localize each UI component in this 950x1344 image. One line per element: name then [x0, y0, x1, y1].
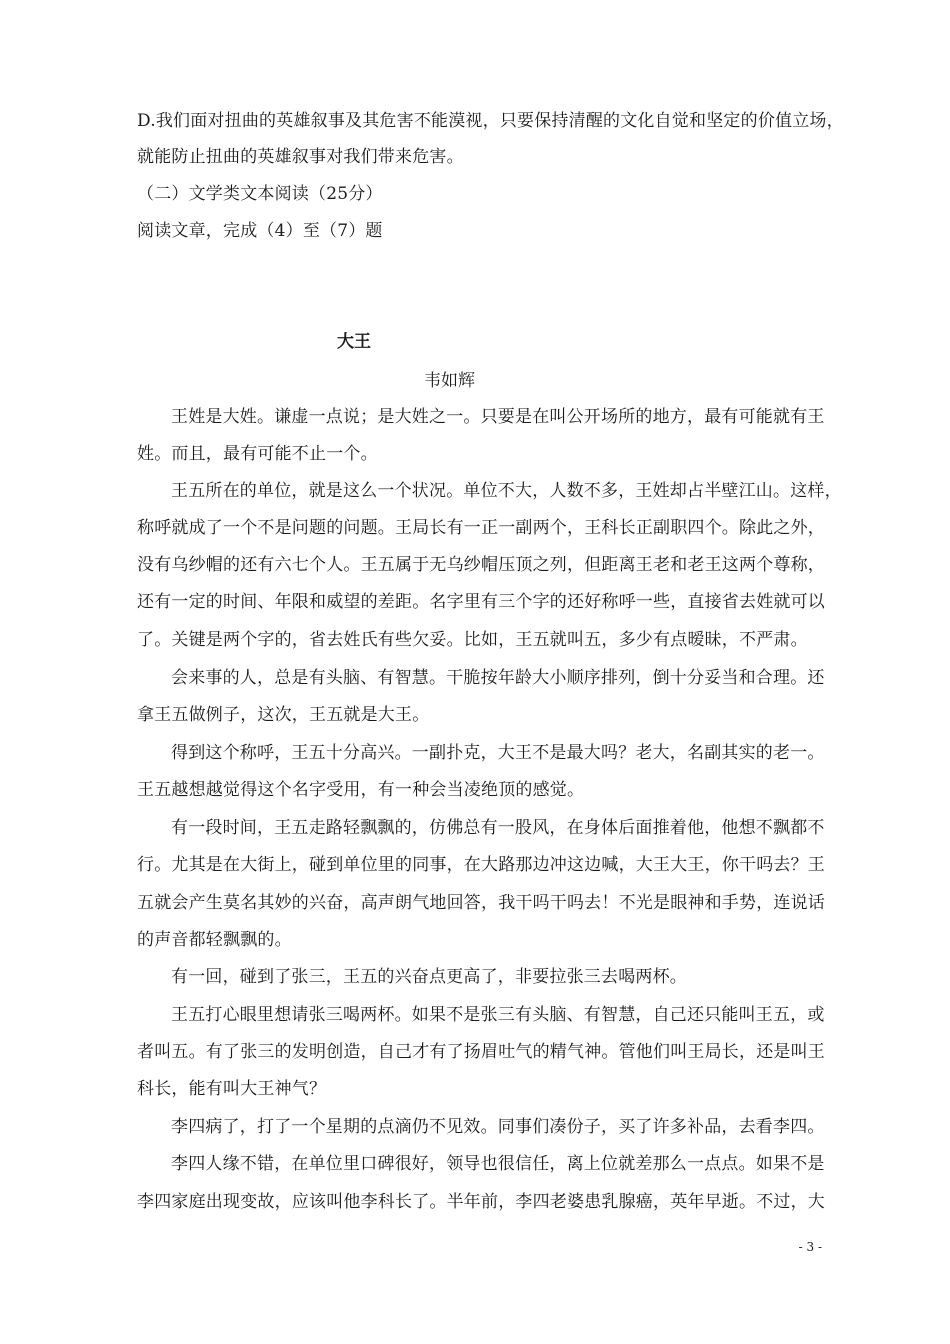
story-line: 李四病了，打了一个星期的点滴仍不见效。同事们凑份子，买了许多补品，去看李四。: [171, 1117, 825, 1137]
story-line: 称呼就成了一个不是问题的问题。王局长有一正一副两个，王科长正副职四个。除此之外，: [137, 518, 825, 538]
story-line: 了。关键是两个字的，省去姓氏有些欠妥。比如，王五就叫五，多少有点暧昧，不严肃。: [137, 630, 808, 650]
question-d-line-1: D.我们面对扭曲的英雄叙事及其危害不能漠视，只要保持清醒的文化自觉和坚定的价值立场，: [137, 111, 844, 131]
story-line: 者叫五。有了张三的发明创造，自己才有了扬眉吐气的精气神。管他们叫王局长，还是叫王: [137, 1042, 825, 1062]
story-line: 还有一定的时间、年限和威望的差距。名字里有三个字的还好称呼一些，直接省去姓就可以: [137, 592, 825, 612]
reading-instruction: 阅读文章，完成（4）至（7）题: [137, 221, 383, 241]
story-author: 韦如辉: [424, 371, 475, 391]
story-line: 的声音都轻飘飘的。: [137, 930, 292, 950]
story-line: 行。尤其是在大街上，碰到单位里的同事，在大路那边冲这边喊，大王大王，你干吗去？王: [137, 855, 825, 875]
story-line: 会来事的人，总是有头脑、有智慧。干脆按年龄大小顺序排列，倒十分妥当和合理。还: [171, 668, 825, 688]
story-line: 王五越想越觉得这个名字受用，有一种会当凌绝顶的感觉。: [137, 780, 585, 800]
story-line: 拿王五做例子，这次，王五就是大王。: [137, 705, 430, 725]
story-line: 姓。而且，最有可能不止一个。: [137, 444, 378, 464]
story-line: 得到这个称呼，王五十分高兴。一副扑克，大王不是最大吗？老大，名副其实的老一。: [171, 743, 825, 763]
story-line: 王五打心眼里想请张三喝两杯。如果不是张三有头脑、有智慧，自己还只能叫王五，或: [171, 1005, 825, 1025]
story-line: 李四人缘不错，在单位里口碑很好，领导也很信任，离上位就差那么一点点。如果不是: [171, 1154, 825, 1174]
question-d-line-2: 就能防止扭曲的英雄叙事对我们带来危害。: [137, 147, 464, 167]
story-line: 五就会产生莫名其妙的兴奋，高声朗气地回答，我干吗干吗去！不光是眼神和手势，连说话: [137, 893, 825, 913]
story-line: 科长，能有叫大王神气？: [137, 1079, 327, 1099]
story-line: 王姓是大姓。谦虚一点说；是大姓之一。只要是在叫公开场所的地方，最有可能就有王: [171, 407, 825, 427]
story-line: 有一段时间，王五走路轻飘飘的，仿佛总有一股风，在身体后面推着他，他想不飘都不: [171, 818, 825, 838]
story-title: 大王: [337, 332, 371, 352]
story-line: 没有乌纱帽的还有六七个人。王五属于无乌纱帽压顶之列，但距离王老和老王这两个尊称，: [137, 555, 825, 575]
story-line: 李四家庭出现变故，应该叫他李科长了。半年前，李四老婆患乳腺癌，英年早逝。不过，大: [137, 1192, 825, 1212]
story-line: 有一回，碰到了张三，王五的兴奋点更高了，非要拉张三去喝两杯。: [171, 967, 687, 987]
section-heading: （二）文学类文本阅读（25分）: [137, 184, 383, 204]
story-line: 王五所在的单位，就是这么一个状况。单位不大，人数不多，王姓却占半壁江山。这样，: [171, 481, 842, 501]
page-number: - 3 -: [798, 1240, 822, 1254]
